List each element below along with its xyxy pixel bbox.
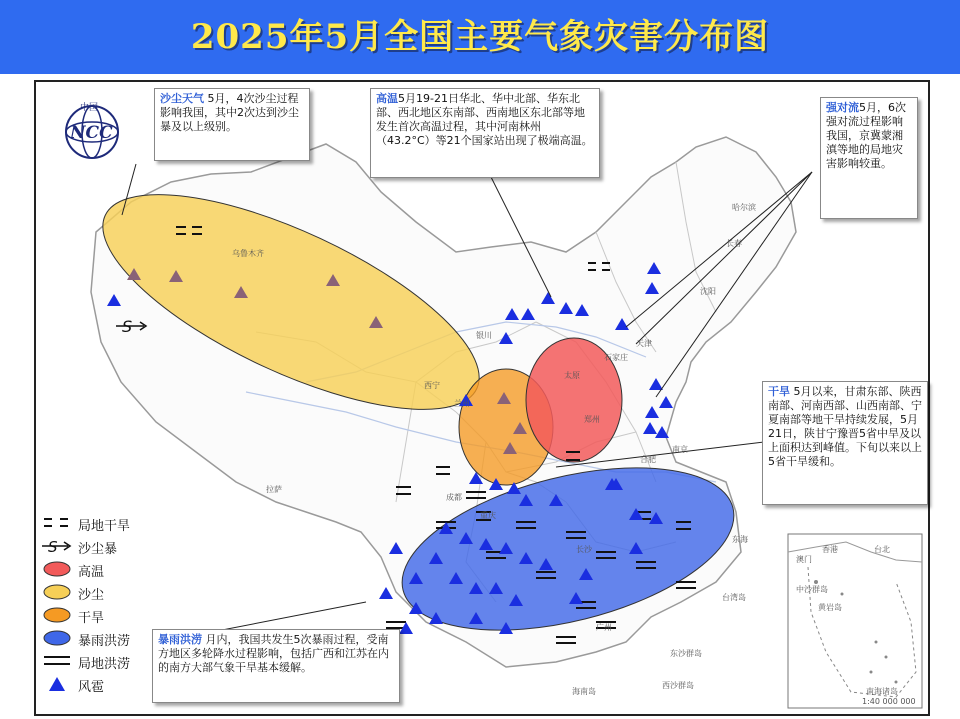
callout-heat-heading: 高温 (376, 92, 398, 105)
legend-label: 沙尘 (78, 588, 105, 603)
callout-convection-heading: 强对流 (826, 101, 859, 114)
legend (40, 512, 150, 696)
label-shijiazhuang: 石家庄 (604, 353, 628, 362)
logo-top-text: 中国 (80, 103, 99, 113)
label-guangzhou: 广州 (596, 623, 612, 632)
label-lanzhou: 兰州 (454, 399, 470, 408)
label-chengdu: 成都 (446, 493, 462, 502)
label-nansha: 南海诸岛 (866, 687, 898, 696)
callout-convection-text: 5月，6次强对流过程影响我国，京冀蒙湘滇等地的局地灾害影响较重。 (826, 101, 906, 170)
logo-acronym: NCC (70, 123, 113, 143)
callout-heat (370, 88, 600, 178)
callout-drought-text: 5月以来，甘肃东部、陕西南部、河南西部、山西南部、宁夏南部等地干旱持续发展，5月21日，陕甘宁豫晋5省中旱及以上面积达到峰值。下旬以来以上5省干旱缓和。 (768, 385, 922, 468)
legend-orange-ellipse (42, 606, 72, 624)
callout-sand (154, 88, 310, 161)
label-changchun: 长春 (726, 239, 742, 248)
label-harbin: 哈尔滨 (732, 203, 756, 212)
svg-text:S: S (122, 317, 133, 336)
ncc-logo (66, 101, 118, 158)
label-tianjin: 天津 (636, 339, 652, 348)
label-huangyan: 黄岩岛 (818, 603, 842, 612)
label-hongkong: 香港 (822, 545, 838, 554)
label-taiwan: 台湾岛 (722, 593, 746, 602)
label-chongqing: 重庆 (480, 511, 496, 520)
label-shenyang: 沈阳 (700, 287, 716, 296)
callout-sand-heading: 沙尘天气 (160, 92, 204, 105)
legend-dashes-symbol (42, 514, 72, 532)
label-zhongsha: 中沙群岛 (796, 585, 828, 594)
legend-double-line-symbol (42, 652, 72, 670)
legend-item-heat (40, 558, 150, 581)
legend-item-hail (40, 673, 150, 696)
legend-item-rainstorm (40, 627, 150, 650)
label-changsha: 长沙 (576, 545, 592, 554)
callout-heat-text: 5月19-21日华北、华中北部、华东北部、西北地区东南部、西南地区东北部等地发生首次高温过程，其中河南林州（43.2°C）等21个国家站出现了极端高温。 (376, 92, 593, 147)
label-macau: 澳门 (796, 555, 812, 564)
label-xining: 西宁 (424, 381, 440, 390)
svg-text:S: S (48, 538, 58, 555)
callout-rain-heading: 暴雨洪涝 (158, 633, 202, 646)
label-yinchuan: 银川 (476, 331, 492, 340)
label-taiyuan: 太原 (564, 371, 580, 380)
callout-drought-heading: 干旱 (768, 385, 790, 398)
legend-item-local-drought (40, 512, 150, 535)
legend-red-ellipse (42, 560, 72, 578)
label-hefei: 合肥 (640, 455, 656, 464)
legend-item-sandstorm (40, 535, 150, 558)
callout-rain-text: 月内，我国共发生5次暴雨过程，受南方地区多轮降水过程影响，包括广西和江苏在内的南方大部气象干旱基本缓解。 (158, 633, 389, 674)
label-east-sea: 东海 (732, 535, 748, 544)
label-dongsha: 东沙群岛 (670, 649, 702, 658)
callout-drought (762, 381, 928, 505)
label-lhasa: 拉萨 (266, 485, 282, 494)
legend-item-local-flood (40, 650, 150, 673)
callout-convection (820, 97, 918, 219)
legend-label: 局地干旱 (78, 519, 131, 534)
legend-yellow-ellipse (42, 583, 72, 601)
legend-item-drought (40, 604, 150, 627)
label-urumqi: 乌鲁木齐 (232, 249, 264, 258)
legend-blue-ellipse (42, 629, 72, 647)
callout-sand-text: 5月，4次沙尘过程影响我国，其中2次达到沙尘暴及以上级别。 (160, 92, 299, 133)
callout-rain (152, 629, 400, 703)
page-title: 2025年5月全国主要气象灾害分布图 (190, 17, 770, 57)
legend-label: 风雹 (78, 680, 105, 695)
legend-label: 暴雨洪涝 (78, 634, 131, 649)
label-nanjing: 南京 (672, 445, 688, 454)
label-taipei: 台北 (874, 545, 890, 554)
label-scale: 1:40 000 000 (862, 697, 916, 706)
label-xisha: 西沙群岛 (662, 681, 694, 690)
legend-label: 局地洪涝 (78, 657, 131, 672)
legend-label: 干旱 (78, 611, 105, 626)
legend-label: 高温 (78, 565, 105, 580)
legend-label: 沙尘暴 (78, 542, 118, 557)
label-zhengzhou: 郑州 (584, 415, 600, 424)
legend-triangle-icon (42, 675, 72, 693)
legend-sandstorm-symbol (42, 537, 72, 555)
label-hainan: 海南岛 (572, 687, 596, 696)
legend-item-dust (40, 581, 150, 604)
